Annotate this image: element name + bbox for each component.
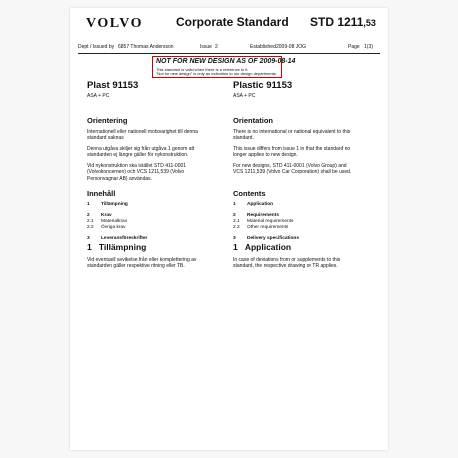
section-title: Tillämpning (98, 242, 147, 252)
toc-number: 1 (87, 202, 90, 207)
page-header (70, 8, 388, 38)
sv-orientation-para-2 (87, 146, 194, 159)
sv-title: Plast 91153 (87, 80, 139, 91)
toc-number: 2 (233, 213, 236, 218)
sv-app-line-1: Vid eventuell avvikelse från eller komplettering av (87, 257, 197, 263)
sv-orient-p2-line-2: standarden ej längre gäller för nykonstruktion. (87, 152, 189, 159)
standard-number (310, 15, 376, 29)
toc-number: 2.1 (233, 219, 240, 224)
standard-number-suffix: ,53 (363, 18, 376, 28)
toc-number: 3 (233, 236, 236, 241)
sv-toc-item (87, 225, 225, 233)
en-application-heading (233, 242, 291, 252)
toc-number: 2.2 (233, 225, 240, 230)
en-title: Plastic 91153 (233, 80, 293, 91)
toc-label: Requirements (247, 213, 279, 218)
en-toc-item (233, 202, 371, 210)
sv-orientation-para-1 (87, 129, 198, 142)
en-orient-p3-line-2: VCS 1211,539 (Volvo Car Corporation) shall be used. (233, 169, 352, 176)
toc-number: 1 (233, 202, 236, 207)
toc-number: 2.1 (87, 219, 94, 224)
toc-label: Material requirements (247, 219, 294, 224)
toc-number: 3 (87, 236, 90, 241)
section-number: 1 (87, 242, 92, 252)
established-value: 2009-08 JOG (276, 44, 307, 50)
en-orient-p2-line-2: longer applies to new design. (233, 152, 298, 159)
sv-orient-p1-line-2: standard saknas (87, 135, 124, 142)
section-number: 1 (233, 242, 238, 252)
en-application-para (233, 257, 340, 270)
toc-label: Materialkrav (101, 219, 128, 224)
issue-label: Issue (200, 44, 212, 50)
toc-label: Delivery specifications (247, 236, 299, 241)
en-toc-item (233, 225, 371, 233)
page-value: 1(3) (364, 44, 373, 50)
toc-label: Tillämpning (101, 202, 128, 207)
sv-contents-heading: Innehåll (87, 189, 116, 198)
en-orientation-para-1 (233, 129, 350, 142)
en-app-line-1: In case of deviations from or supplements to this (233, 257, 341, 263)
volvo-logo: VOLVO (86, 16, 143, 31)
sv-app-line-2: standarden gäller respektive ritning eller TB. (87, 263, 185, 270)
en-orient-p3-line-1: For new designs, STD 411-0001 (Volvo Group) and (233, 163, 347, 169)
sv-orient-p3-line-2: (Volvokoncernen) och VCS 1211,539 (Volvo (87, 169, 185, 176)
issue-value: 2 (215, 44, 218, 50)
sv-application-heading (87, 242, 146, 252)
document-page (70, 8, 388, 450)
sv-orient-p3-line-1: Vid nykonstruktion ska istället STD 411-0001 (87, 163, 187, 169)
notice-line-1: This standard is valid when there is a reference to it. (156, 67, 249, 72)
toc-label: Other requirements (247, 225, 289, 230)
en-subtitle: ASA + PC (233, 93, 256, 99)
dept-label: Dept / Issued by (78, 44, 115, 50)
notice-line-2: "Not for new design" is only an indication to our design departments. (156, 71, 277, 76)
sv-orient-p2-line-1: Denna utgåva skiljer sig från utgåva 1 genom att (87, 146, 195, 152)
sv-orientation-heading: Orientering (87, 116, 128, 125)
toc-label: Application (247, 202, 274, 207)
toc-label: Krav (101, 213, 112, 218)
toc-label: Övriga krav (101, 225, 126, 230)
notice-headline: NOT FOR NEW DESIGN AS OF 2009-08-14 (156, 58, 296, 65)
document-meta-row (78, 44, 380, 56)
toc-label: Leveransföreskrifter (101, 236, 148, 241)
sv-subtitle: ASA + PC (87, 93, 110, 99)
en-orient-p1-line-2: standard. (233, 135, 254, 142)
header-divider (78, 53, 380, 54)
en-orientation-heading: Orientation (233, 116, 274, 125)
sv-application-para (87, 257, 196, 270)
en-app-line-2: standard, the respective drawing or TR applies. (233, 263, 338, 270)
section-title: Application (244, 242, 292, 252)
en-orientation-para-2 (233, 146, 350, 159)
established-label: Established (250, 44, 276, 50)
document-type-title: Corporate Standard (176, 15, 289, 29)
sv-orient-p1-line-1: Internationell eller nationell motsvarighet till denna (87, 129, 198, 135)
toc-number: 2 (87, 213, 90, 218)
dept-value: 6857 Thomas Andersson (118, 44, 174, 50)
sv-toc-item (87, 202, 225, 210)
en-orient-p2-line-1: This issue differs from issue 1 in that the standard no (233, 146, 351, 152)
sv-orient-p3-line-3: Personvagnar AB) användas. (87, 175, 153, 182)
toc-number: 2.2 (87, 225, 94, 230)
en-contents-heading: Contents (233, 189, 266, 198)
standard-number-main: STD 1211 (310, 15, 364, 29)
not-for-new-design-stamp (152, 56, 296, 78)
en-orient-p1-line-1: There is no international or national equivalent to this (233, 129, 351, 135)
page-label: Page (348, 44, 360, 50)
en-orientation-para-3 (233, 163, 351, 176)
sv-orientation-para-3 (87, 163, 186, 182)
